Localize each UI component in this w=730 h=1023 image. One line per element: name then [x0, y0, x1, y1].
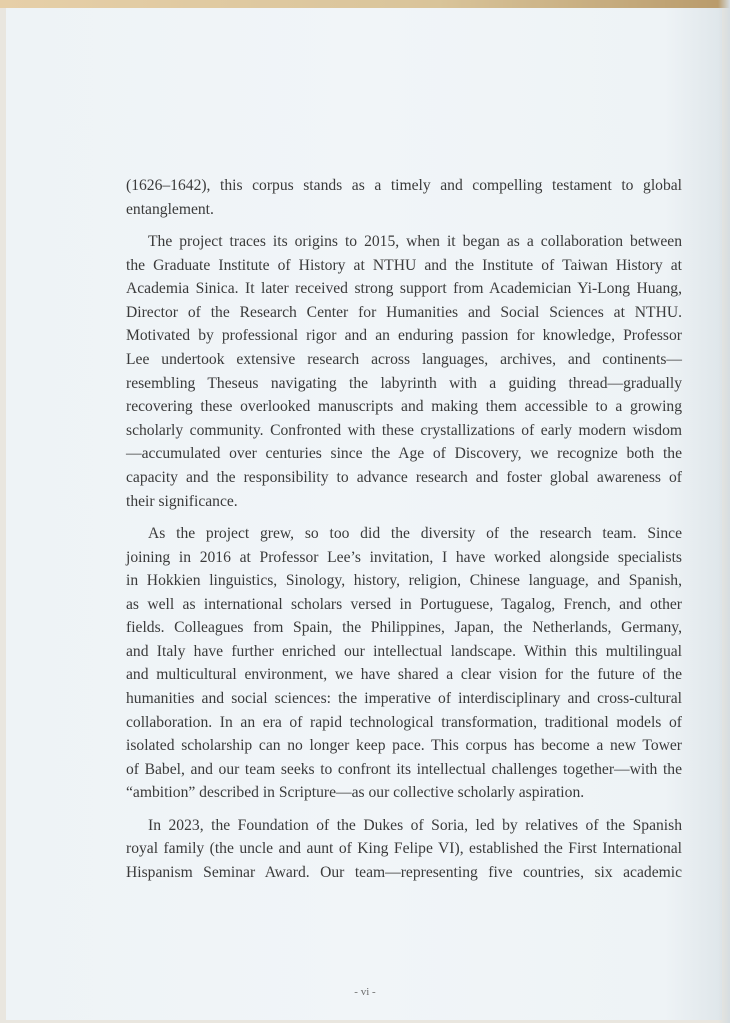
text-line: of Babel, and our team seeks to confront its intellectual challenges together—with the [126, 760, 682, 778]
text-line: isolated scholarship can no longer keep pace. This corpus has become a new Tower [126, 737, 682, 755]
text-line: entanglement. [126, 200, 214, 218]
paragraph [126, 174, 682, 221]
text-line: Lee undertook extensive research across languages, archives, and continents— [126, 350, 682, 368]
text-line: resembling Theseus navigating the labyrinth with a guiding thread—gradually [126, 374, 682, 392]
text-line: the Graduate Institute of History at NTHU and the Institute of Taiwan History at [126, 256, 682, 274]
text-line: (1626–1642), this corpus stands as a timely and compelling testament to global [126, 177, 682, 194]
text-line: and Italy have further enriched our intellectual landscape. Within this multilingual [126, 642, 682, 660]
page-gutter-shadow [718, 0, 730, 1023]
page-number: - vi - [354, 986, 376, 998]
text-line: their significance. [126, 492, 238, 510]
text-line: collaboration. In an era of rapid technological transformation, traditional models of [126, 713, 682, 731]
text-line: —accumulated over centuries since the Age of Discovery, we recognize both the [126, 445, 682, 463]
text-line: capacity and the responsibility to advance research and foster global awareness of [126, 468, 682, 486]
paragraph [126, 230, 682, 513]
page-top-edge [0, 0, 730, 8]
body-text [126, 174, 682, 885]
text-line: Academia Sinica. It later received strong support from Academician Yi-Long Huang, [126, 280, 682, 298]
text-line: The project traces its origins to 2015, when it began as a collaboration between [148, 232, 682, 250]
text-line: humanities and social sciences: the imperative of interdisciplinary and cross-cultural [126, 690, 682, 708]
text-line: fields. Colleagues from Spain, the Philippines, Japan, the Netherlands, Germany, [126, 619, 682, 637]
text-line: royal family (the uncle and aunt of King Felipe VI), established the First International [126, 840, 682, 858]
text-line: Hispanism Seminar Award. Our team—representing five countries, six academic [126, 864, 682, 882]
text-line: In 2023, the Foundation of the Dukes of Soria, led by relatives of the Spanish [148, 816, 682, 834]
text-line: scholarly community. Confronted with these crystallizations of early modern wisdom [126, 421, 682, 439]
text-line: joining in 2016 at Professor Lee’s invitation, I have worked alongside specialists [126, 548, 682, 566]
text-line: and multicultural environment, we have shared a clear vision for the future of the [126, 666, 682, 684]
paragraph [126, 814, 682, 885]
text-line: As the project grew, so too did the diversity of the research team. Since [148, 524, 682, 542]
text-line: Motivated by professional rigor and an enduring passion for knowledge, Professor [126, 327, 682, 345]
text-line: “ambition” described in Scripture—as our collective scholarly aspiration. [126, 784, 585, 802]
text-line: in Hokkien linguistics, Sinology, history, religion, Chinese language, and Spanish, [126, 572, 682, 590]
paragraph [126, 522, 682, 805]
text-line: recovering these overlooked manuscripts and making them accessible to a growing [126, 398, 682, 416]
text-line: as well as international scholars versed in Portuguese, Tagalog, French, and other [126, 595, 682, 613]
text-line: Director of the Research Center for Humanities and Social Sciences at NTHU. [126, 303, 682, 321]
